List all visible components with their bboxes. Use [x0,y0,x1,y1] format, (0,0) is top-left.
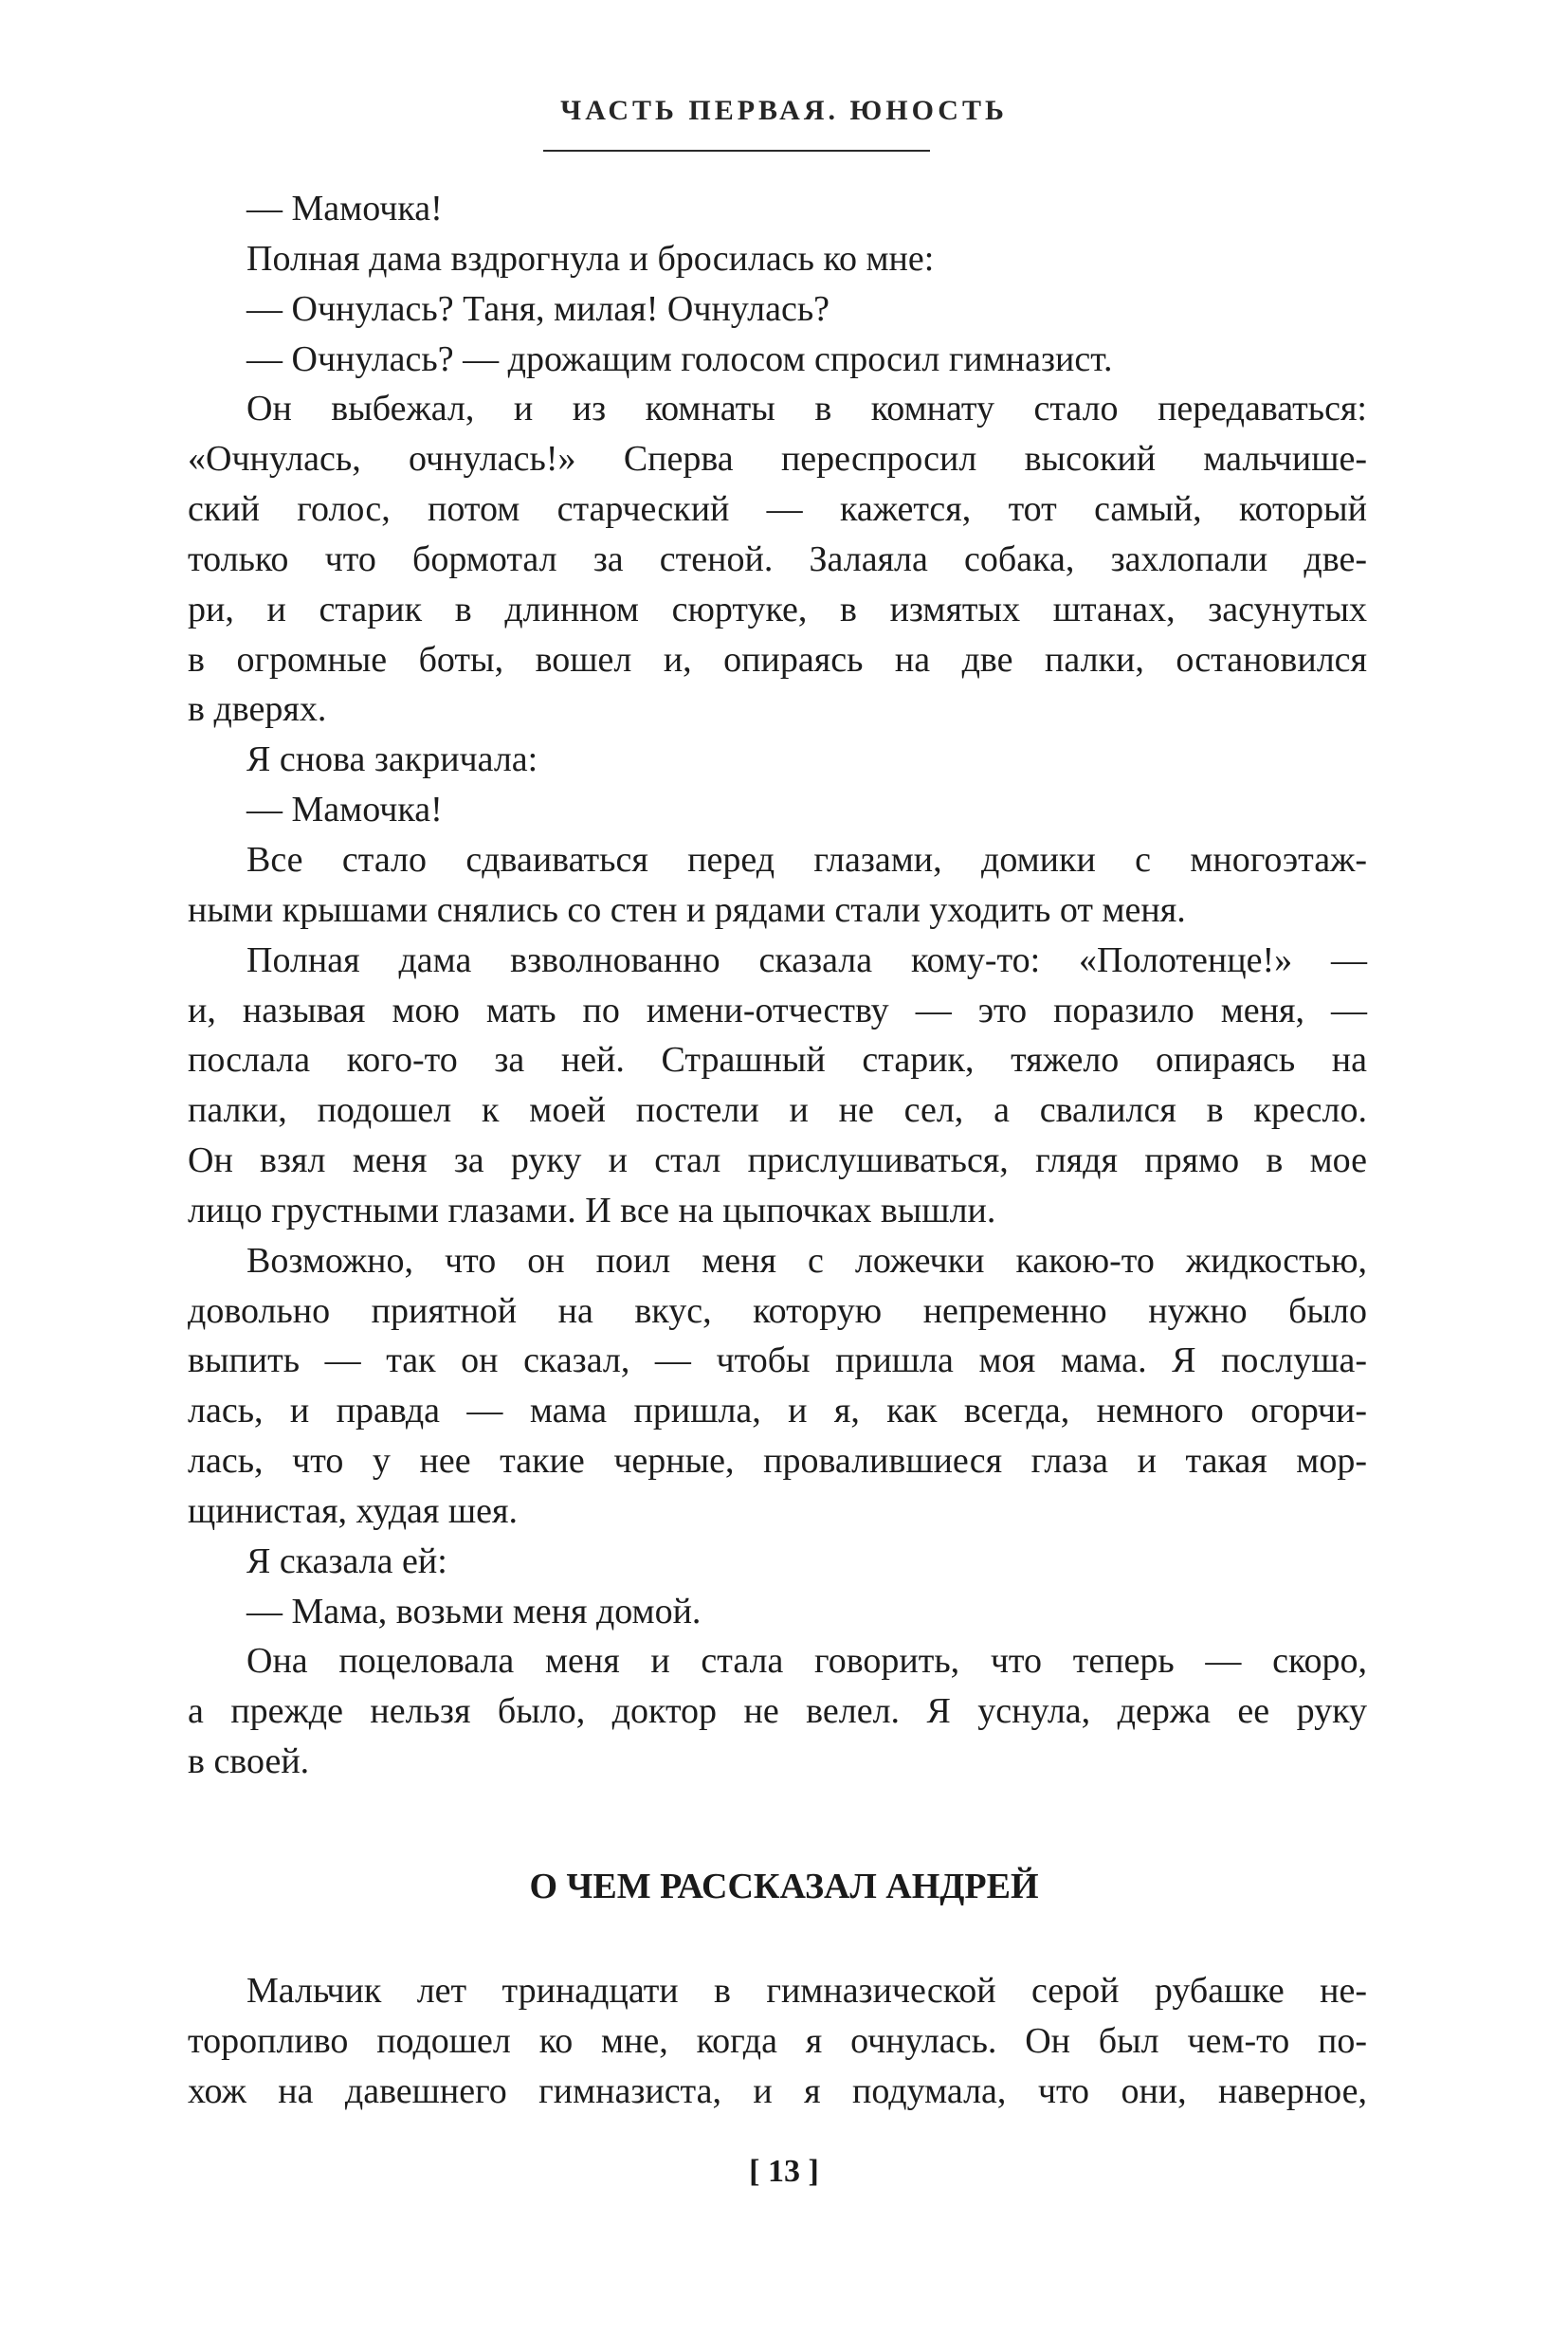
text-line: Она поцеловала меня и стала говорить, что теперь — скоро, [246,1641,1367,1682]
text-line: в своей. [188,1741,310,1782]
text-line: довольно приятной на вкус, которую непременно нужно было [188,1290,1367,1331]
text-line: ский голос, потом старческий — кажется, тот самый, который [188,489,1367,530]
text-line: Он взял меня за руку и стал прислушиваться, глядя прямо в мое [188,1140,1367,1181]
text-line: «Очнулась, очнулась!» Сперва переспросил высокий мальчише- [188,439,1367,480]
text-line: в дверях. [188,689,327,730]
text-line: палки, подошел к моей постели и не сел, а свалился в кресло. [188,1090,1367,1131]
text-line: — Очнулась? — дрожащим голосом спросил гимназист. [246,338,1113,379]
text-line: лицо грустными глазами. И все на цыпочках вышли. [188,1190,996,1230]
text-line: торопливо подошел ко мне, когда я очнулась. Он был чем-то по- [188,2020,1367,2061]
text-line: а прежде нельзя было, доктор не велел. Я уснула, держа ее руку [188,1691,1367,1732]
text-line: выпить — так он сказал, — чтобы пришла моя мама. Я послуша- [188,1340,1367,1381]
running-head-rule [543,150,930,152]
text-line: Полная дама вздрогнула и бросилась ко мне: [246,238,935,279]
text-line: ными крышами снялись со стен и рядами стали уходить от меня. [188,889,1186,930]
text-line: — Мамочка! [246,189,443,228]
text-line: Он выбежал, и из комнаты в комнату стало передаваться: [246,389,1367,429]
text-line: в огромные боты, вошел и, опираясь на две палки, остановился [188,639,1367,680]
running-head: ЧАСТЬ ПЕРВАЯ. ЮНОСТЬ [560,95,1008,126]
text-line: лась, что у нее такие черные, провалившиеся глаза и такая мор- [188,1441,1367,1482]
body-text [188,184,1367,1787]
text-line: хож на давешнего гимназиста, и я подумала, что они, наверное, [188,2070,1367,2111]
text-line: Возможно, что он поил меня с ложечки какою-то жидкостью, [246,1240,1367,1281]
text-line: Я сказала ей: [246,1540,447,1581]
text-line: Все стало сдваиваться перед глазами, домики с многоэтаж- [246,839,1367,880]
text-line: только что бормотал за стеной. Залаяла собака, захлопали две- [188,538,1367,579]
page-number: [ 13 ] [749,2154,819,2189]
text-line: ри, и старик в длинном сюртуке, в измятых штанах, засунутых [188,589,1367,629]
text-line: щинистая, худая шея. [188,1490,518,1531]
text-line: Полная дама взволнованно сказала кому-то: «Полотенце!» — [246,939,1367,980]
text-line: лась, и правда — мама пришла, и я, как всегда, немного огорчи- [188,1391,1367,1431]
text-line: — Очнулась? Таня, милая! Очнулась? [246,288,830,329]
text-line: послала кого-то за ней. Страшный старик, тяжело опираясь на [188,1040,1367,1081]
chapter-text [188,1966,1367,2117]
text-line: и, называя мою мать по имени-отчеству — это поразило меня, — [188,990,1367,1030]
text-line: — Мамочка! [246,790,443,830]
chapter-title: О ЧЕМ РАССКАЗАЛ АНДРЕЙ [529,1867,1039,1906]
text-line: Мальчик лет тринадцати в гимназической серой рубашке не- [246,1971,1367,2011]
text-line: — Мама, возьми меня домой. [246,1591,702,1631]
text-line: Я снова закричала: [246,739,538,780]
